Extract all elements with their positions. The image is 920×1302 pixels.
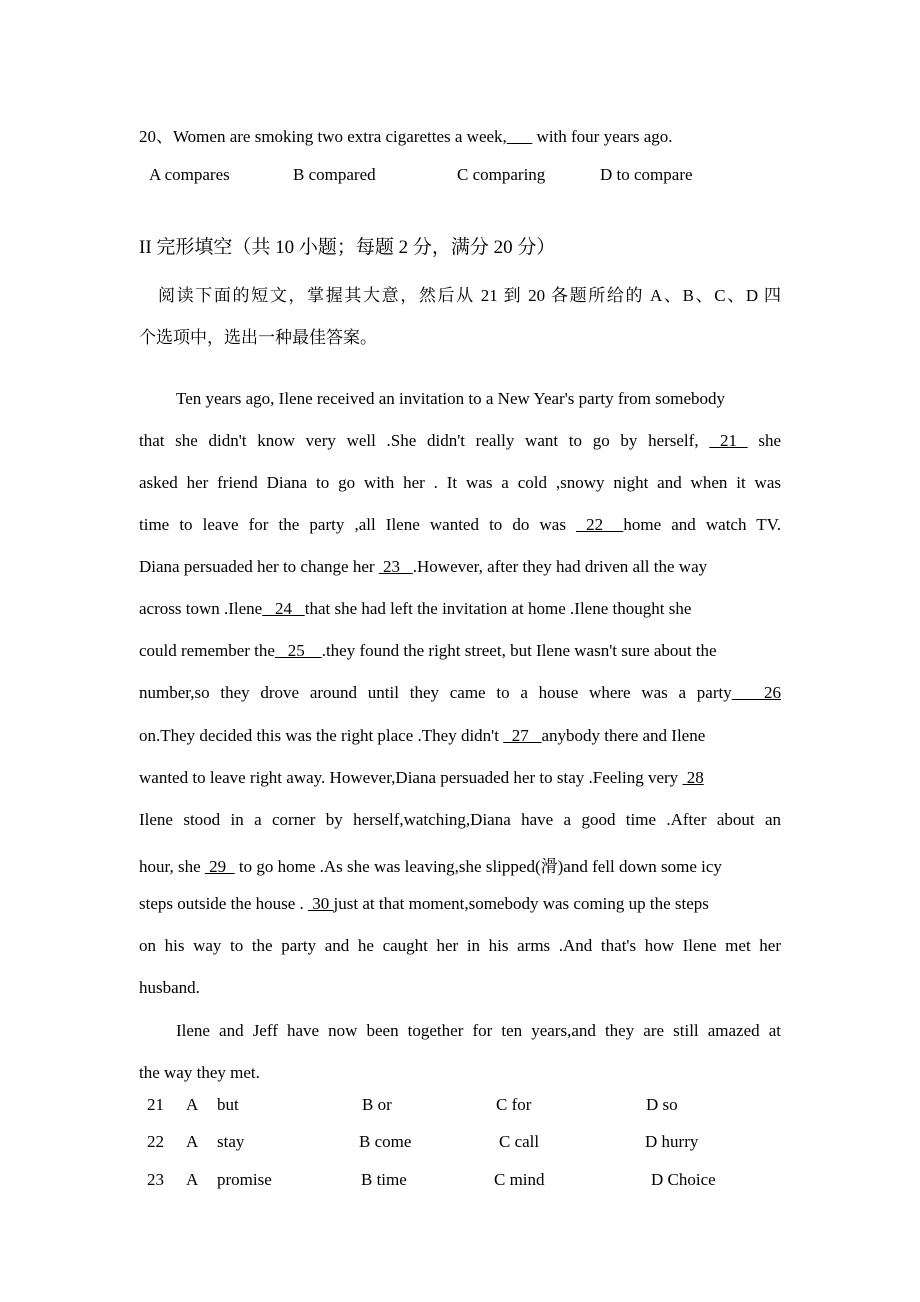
passage-text: Diana persuaded her to change her: [139, 557, 375, 576]
passage-line: the way they met.: [139, 1063, 260, 1082]
passage-text: hour, she: [139, 857, 201, 876]
option-b: B come: [359, 1132, 412, 1151]
option-d: D so: [646, 1095, 678, 1114]
passage-text: .they found the right street, but Ilene wasn't sure about the: [321, 641, 717, 660]
option-b: B or: [362, 1095, 392, 1114]
passage-text: on.They decided this was the right place .They didn't: [139, 726, 499, 745]
option-d: D to compare: [600, 165, 693, 184]
passage-line: [139, 641, 717, 661]
option-c: C call: [499, 1132, 540, 1151]
passage-text: .However, after they had driven all the way: [412, 557, 708, 576]
passage-line: [139, 726, 705, 746]
passage-text: number,so they drove around until they came to a house where was a party: [139, 683, 732, 702]
option-c: C for: [496, 1095, 532, 1114]
passage-line: [139, 599, 691, 619]
passage-line: [139, 431, 781, 451]
passage-line: [139, 768, 704, 788]
passage-text: home and watch TV.: [623, 515, 781, 534]
passage-text: anybody there and Ilene: [541, 726, 706, 745]
passage-line: [139, 683, 781, 703]
option-b: B compared: [293, 165, 376, 184]
question-text-after: with four years ago.: [532, 127, 673, 146]
passage-line: Ilene and Jeff have now been together for ten years,and they are still amazed at: [176, 1021, 781, 1040]
passage-line: [139, 894, 709, 914]
section-instruction-line1: 阅读下面的短文，掌握其大意，然后从 21 到 20 各题所给的 A、B、C、D 四: [158, 286, 781, 305]
question-20-stem: [139, 122, 673, 147]
blank-21: 21: [709, 431, 748, 450]
option-d: D Choice: [651, 1170, 716, 1189]
section-instruction-line2: 个选项中，选出一种最佳答案。: [139, 328, 377, 347]
passage-text: across town .Ilene: [139, 599, 263, 618]
passage-line: asked her friend Diana to go with her . It was a cold ,snowy night and when it was: [139, 473, 781, 492]
passage-text: just at that moment,somebody was coming up the steps: [333, 894, 709, 913]
blank-30: 30: [308, 894, 334, 913]
blank-22: 22: [576, 515, 624, 534]
option-c: C comparing: [457, 165, 546, 184]
blank-29: 29: [204, 857, 235, 876]
passage-line: [139, 515, 781, 535]
question-number: 23: [147, 1170, 164, 1189]
question-text-before: Women are smoking two extra cigarettes a week,: [173, 127, 507, 146]
passage-line: [139, 557, 707, 577]
passage-line: Ten years ago, Ilene received an invitation to a New Year's party from somebody: [176, 389, 726, 408]
passage-text: time to leave for the party ,all Ilene wanted to do was: [139, 515, 566, 534]
passage-text: that she didn't know very well .She didn't really want to go by herself,: [139, 431, 699, 450]
question-number: 22: [147, 1132, 164, 1151]
section-title: II 完形填空（共 10 小题；每题 2 分，满分 20 分）: [139, 237, 556, 258]
option-a: promise: [217, 1170, 272, 1189]
question-number: 20、: [139, 127, 173, 146]
passage-line: Ilene stood in a corner by herself,watching,Diana have a good time .After about an: [139, 810, 781, 829]
answer-blank: [507, 127, 533, 146]
blank-25: 25: [274, 641, 322, 660]
passage-line: [139, 852, 722, 877]
blank-27: 27: [503, 726, 542, 745]
passage-line: on his way to the party and he caught her in his arms .And that's how Ilene met her: [139, 936, 781, 955]
question-number: 21: [147, 1095, 164, 1114]
blank-24: 24: [262, 599, 305, 618]
passage-text: could remember the: [139, 641, 275, 660]
option-letter: A: [186, 1170, 199, 1189]
option-a: but: [217, 1095, 239, 1114]
blank-23: 23: [378, 557, 413, 576]
option-a: A compares: [149, 165, 230, 184]
passage-text: to go home .As she was leaving,she slipped(滑)and fell down some icy: [238, 857, 722, 876]
option-letter: A: [186, 1132, 199, 1151]
passage-text: she: [758, 431, 781, 450]
passage-line: husband.: [139, 978, 200, 997]
option-b: B time: [361, 1170, 407, 1189]
option-c: C mind: [494, 1170, 545, 1189]
passage-text: that she had left the invitation at home .Ilene thought she: [304, 599, 692, 618]
option-letter: A: [186, 1095, 199, 1114]
passage-text: wanted to leave right away. However,Diana persuaded her to stay .Feeling very: [139, 768, 679, 787]
passage-text: steps outside the house .: [139, 894, 304, 913]
option-a: stay: [217, 1132, 245, 1151]
blank-28: 28: [682, 768, 704, 787]
option-d: D hurry: [645, 1132, 699, 1151]
blank-26: 26: [731, 683, 782, 702]
